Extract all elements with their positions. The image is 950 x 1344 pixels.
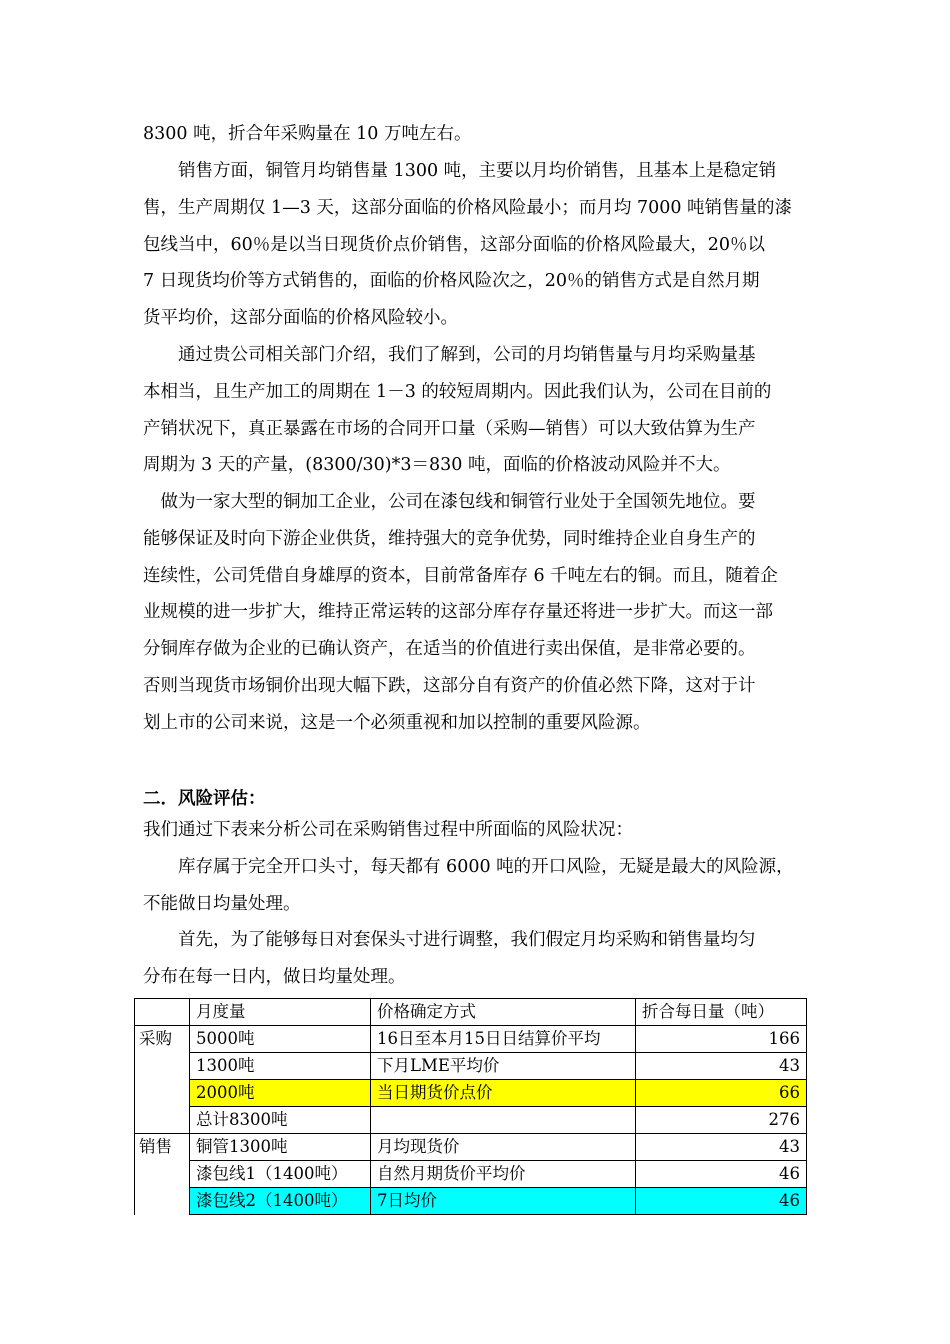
method-cell: 下月LME平均价 xyxy=(371,1053,636,1080)
table-header-row xyxy=(135,999,807,1026)
qty-cell: 总计8300吨 xyxy=(190,1107,371,1134)
text-line: 7 日现货均价等方式销售的，面临的价格风险次之，20％的销售方式是自然月期 xyxy=(143,271,760,292)
daily-cell: 276 xyxy=(636,1107,807,1134)
text-line: 否则当现货市场铜价出现大幅下跌，这部分自有资产的价值必然下降，这对于计 xyxy=(143,675,756,696)
table-row xyxy=(135,1026,807,1053)
daily-cell: 43 xyxy=(636,1053,807,1080)
group-label-sales: 销售 xyxy=(135,1134,190,1215)
text-line: 我们通过下表来分析公司在采购销售过程中所面临的风险状况： xyxy=(143,820,633,840)
header-cell: 价格确定方式 xyxy=(371,999,636,1026)
text-line: 分布在每一日内，做日均量处理。 xyxy=(143,966,406,987)
text-line: 货平均价，这部分面临的价格风险较小。 xyxy=(143,308,458,329)
method-cell: 自然月期货价平均价 xyxy=(371,1161,636,1188)
table-row xyxy=(135,1053,807,1080)
text-line: 售，生产周期仅 1—3 天，这部分面临的价格风险最小；而月均 7000 吨销售量的漆 xyxy=(143,197,793,218)
table-row-highlighted xyxy=(135,1080,807,1107)
text-line: 划上市的公司来说，这是一个必须重视和加以控制的重要风险源。 xyxy=(143,712,651,733)
table-row-highlighted xyxy=(135,1188,807,1215)
table-row xyxy=(135,1134,807,1161)
method-cell: 7日均价 xyxy=(371,1188,636,1215)
group-label-purchase: 采购 xyxy=(135,1026,190,1134)
text-line: 首先，为了能够每日对套保头寸进行调整，我们假定月均采购和销售量均匀 xyxy=(143,930,756,950)
paragraph-stock-risk xyxy=(143,849,811,923)
qty-cell: 铜管1300吨 xyxy=(190,1134,371,1161)
text-line: 8300 吨，折合年采购量在 10 万吨左右。 xyxy=(143,124,472,144)
header-cell: 折合每日量（吨） xyxy=(636,999,807,1026)
paragraph-inventory xyxy=(143,484,811,742)
qty-cell: 5000吨 xyxy=(190,1026,371,1053)
text-line: 不能做日均量处理。 xyxy=(143,893,301,914)
paragraph-sales xyxy=(143,153,811,337)
qty-cell: 2000吨 xyxy=(190,1080,371,1107)
text-line: 做为一家大型的铜加工企业，公司在漆包线和铜管行业处于全国领先地位。要 xyxy=(143,492,756,512)
text-line: 产销状况下，真正暴露在市场的合同开口量（采购—销售）可以大致估算为生产 xyxy=(143,418,756,439)
text-line: 周期为 3 天的产量，(8300/30)*3＝830 吨，面临的价格波动风险并不大。 xyxy=(143,455,731,476)
text-line: 销售方面，铜管月均销售量 1300 吨，主要以月均价销售，且基本上是稳定销 xyxy=(143,161,777,181)
text-line: 本相当，且生产加工的周期在 1－3 的较短周期内。因此我们认为，公司在目前的 xyxy=(143,381,772,402)
table-row-total xyxy=(135,1107,807,1134)
method-cell: 当日期货价点价 xyxy=(371,1080,636,1107)
qty-cell: 漆包线1（1400吨） xyxy=(190,1161,371,1188)
text-line: 库存属于完全开口头寸，每天都有 6000 吨的开口风险，无疑是最大的风险源， xyxy=(143,857,794,877)
table-row xyxy=(135,1161,807,1188)
method-cell: 月均现货价 xyxy=(371,1134,636,1161)
paragraph-open-position xyxy=(143,337,811,484)
text-line: 连续性，公司凭借自身雄厚的资本，目前常备库存 6 千吨左右的铜。而且，随着企 xyxy=(143,565,778,586)
risk-table xyxy=(134,998,807,1215)
paragraph-table-intro xyxy=(143,814,811,846)
text-line: 业规模的进一步扩大，维持正常运转的这部分库存存量还将进一步扩大。而这一部 xyxy=(143,602,773,623)
qty-cell: 1300吨 xyxy=(190,1053,371,1080)
header-cell xyxy=(135,999,190,1026)
method-cell xyxy=(371,1107,636,1134)
method-cell: 16日至本月15日日结算价平均 xyxy=(371,1026,636,1053)
daily-cell: 46 xyxy=(636,1161,807,1188)
qty-cell: 漆包线2（1400吨） xyxy=(190,1188,371,1215)
text-line: 通过贵公司相关部门介绍，我们了解到，公司的月均销售量与月均采购量基 xyxy=(143,345,756,365)
paragraph-daily-assumption xyxy=(143,922,811,996)
text-line: 分铜库存做为企业的已确认资产，在适当的价值进行卖出保值，是非常必要的。 xyxy=(143,639,756,660)
daily-cell: 43 xyxy=(636,1134,807,1161)
paragraph-annual-purchase xyxy=(143,116,811,153)
section-heading: 二．风险评估： xyxy=(143,789,266,809)
daily-cell: 46 xyxy=(636,1188,807,1215)
text-line: 包线当中，60％是以当日现货价点价销售，这部分面临的价格风险最大，20％以 xyxy=(143,234,766,255)
text-line: 能够保证及时向下游企业供货，维持强大的竞争优势，同时维持企业自身生产的 xyxy=(143,528,756,549)
header-cell: 月度量 xyxy=(190,999,371,1026)
daily-cell: 166 xyxy=(636,1026,807,1053)
daily-cell: 66 xyxy=(636,1080,807,1107)
